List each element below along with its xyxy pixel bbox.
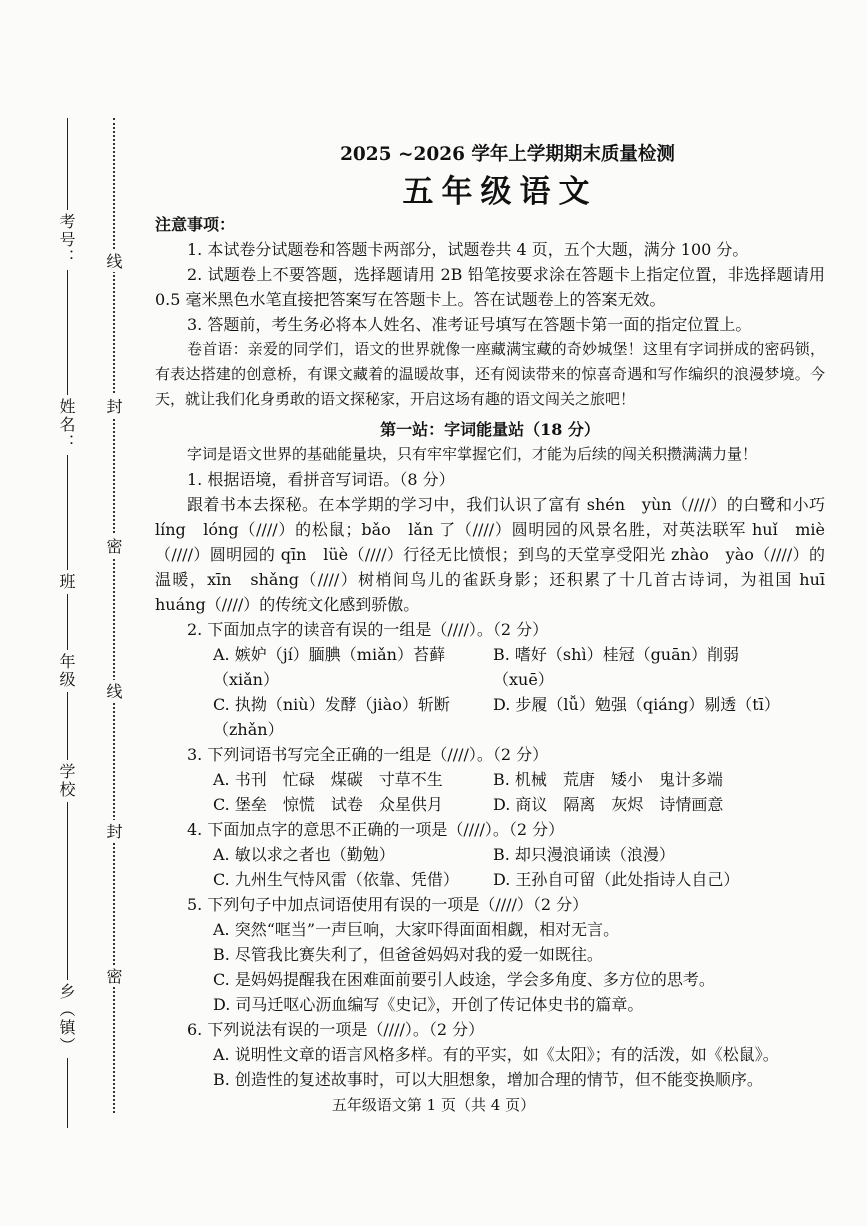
section-heading: 第一站：字词能量站（18 分） [380,420,600,439]
question-stem: 5. 下列句子中加点词语使用有误的一项是（////）（2 分） [187,895,589,914]
field-grade: 年级 [58,650,74,692]
options-row [155,692,825,742]
option: A. 嫉妒（jí）腼腆（miǎn）苔藓（xiǎn） [213,645,445,689]
options-row [155,867,825,892]
preface: 卷首语：亲爱的同学们，语文的世界就像一座藏满宝藏的奇妙城堡！这里有字词拼成的密码锁，有表达搭建的创意桥，有课文藏着的温暖故事，还有阅读带来的惊喜奇遇和写作编织的浪漫梦境。今天，就让我们化身勇敢的语文探秘家，开启这场有趣的语文闯关之旅吧！ [155,340,825,408]
option: D. 步履（lǚ）勉强（qiáng）剔透（tī） [493,695,780,714]
options-row [155,792,825,817]
field-name: 姓名： [58,395,74,455]
option: B. 却只漫浪诵读（浪漫） [493,845,675,864]
question-stem: 1. 根据语境，看拼音写词语。（8 分） [187,470,455,489]
options-row [155,642,825,692]
page-footer: 五年级语文第 1 页（共 4 页） [331,1096,536,1114]
option: B. 创造性的复述故事时，可以大胆想象，增加合理的情节，但不能变换顺序。 [213,1070,763,1089]
option: B. 尽管我比赛失利了，但爸爸妈妈对我的爱一如既往。 [213,945,603,964]
option: A. 说明性文章的语言风格多样。有的平实，如《太阳》；有的活泼，如《松鼠》。 [213,1045,779,1064]
options-row [155,842,825,867]
exam-title: 五年级语文 [402,174,598,210]
option: B. 嗜好（shì）桂冠（guān）削弱（xuē） [493,645,739,689]
field-school: 学校 [58,760,74,802]
option: A. 敏以求之者也（勤勉） [213,845,395,864]
option: D. 王孙自可留（此处指诗人自己） [493,870,740,889]
option: C. 九州生气恃风雷（依靠、凭借） [213,870,459,889]
notice-item: 1. 本试卷分试题卷和答题卡两部分，试题卷共 4 页，五个大题，满分 100 分。 [187,240,749,259]
seal-mark-secret: 密 [105,965,121,987]
notice-heading: 注意事项： [155,215,236,234]
question-stem: 6. 下列说法有误的一项是（////）。（2 分） [187,1020,485,1039]
seal-mark-secret: 密 [105,535,121,557]
question-body: 跟着书本去探秘。在本学期的学习中，我们认识了富有 shén yùn（////）的白鹭和小巧 líng lóng（////）的松鼠；bǎo lǎn 了（////）圆明园的风景名胜，对英法联军 huǐ miè（////）圆明园的 qīn lüè（////）行径无比愤恨；到鸟的天堂享受阳光 zhào yào（////）的温暖，xīn shǎng（////）树梢间鸟儿的雀跃身影；还积累了十几首古诗词，为祖国 huī huáng（////）的传统文化感到骄傲。 [155,495,842,614]
option: D. 司马迁呕心沥血编写《史记》，开创了传记体史书的篇章。 [213,995,644,1014]
field-class: 班 [58,570,74,594]
notice-item: 2. 试题卷上不要答题，选择题请用 2B 铅笔按要求涂在答题卡上指定位置，非选择题请用 0.5 毫米黑色水笔直接把答案写在答题卡上。答在试题卷上的答案无效。 [155,265,825,309]
option: C. 堡垒 惊慌 试卷 众星供月 [213,795,443,814]
exam-content [155,140,842,1092]
question-stem: 4. 下面加点字的意思不正确的一项是（////）。（2 分） [187,820,565,839]
field-exam-number: 考号： [58,210,74,270]
option: C. 执拗（niù）发酵（jiào）斩断（zhǎn） [213,695,450,739]
option: C. 是妈妈提醒我在困难面前要引人歧途，学会多角度、多方位的思考。 [213,970,715,989]
option: D. 商议 隔离 灰烬 诗情画意 [493,795,724,814]
exam-subtitle: 2025 ~2026 学年上学期期末质量检测 [340,144,675,165]
seal-mark-seal: 封 [105,820,121,842]
options-row [155,767,825,792]
seal-mark-line: 线 [105,250,121,272]
section-intro: 字词是语文世界的基础能量块，只有牢牢掌握它们，才能为后续的闯关积攒满满力量！ [187,445,758,463]
binding-margin [0,0,140,1226]
option: A. 突然“哐当”一声巨响，大家吓得面面相觑，相对无言。 [213,920,620,939]
field-township: 乡（镇） [58,980,74,1058]
question-stem: 2. 下面加点字的读音有误的一组是（////）。（2 分） [187,620,549,639]
notice-item: 3. 答题前，考生务必将本人姓名、准考证号填写在答题卡第一面的指定位置上。 [187,315,752,334]
seal-mark-line: 线 [105,680,121,702]
option: A. 书刊 忙碌 煤碳 寸草不生 [213,770,443,789]
option: B. 机械 荒唐 矮小 鬼计多端 [493,770,723,789]
seal-mark-seal: 封 [105,395,121,417]
question-stem: 3. 下列词语书写完全正确的一组是（////）。（2 分） [187,745,549,764]
